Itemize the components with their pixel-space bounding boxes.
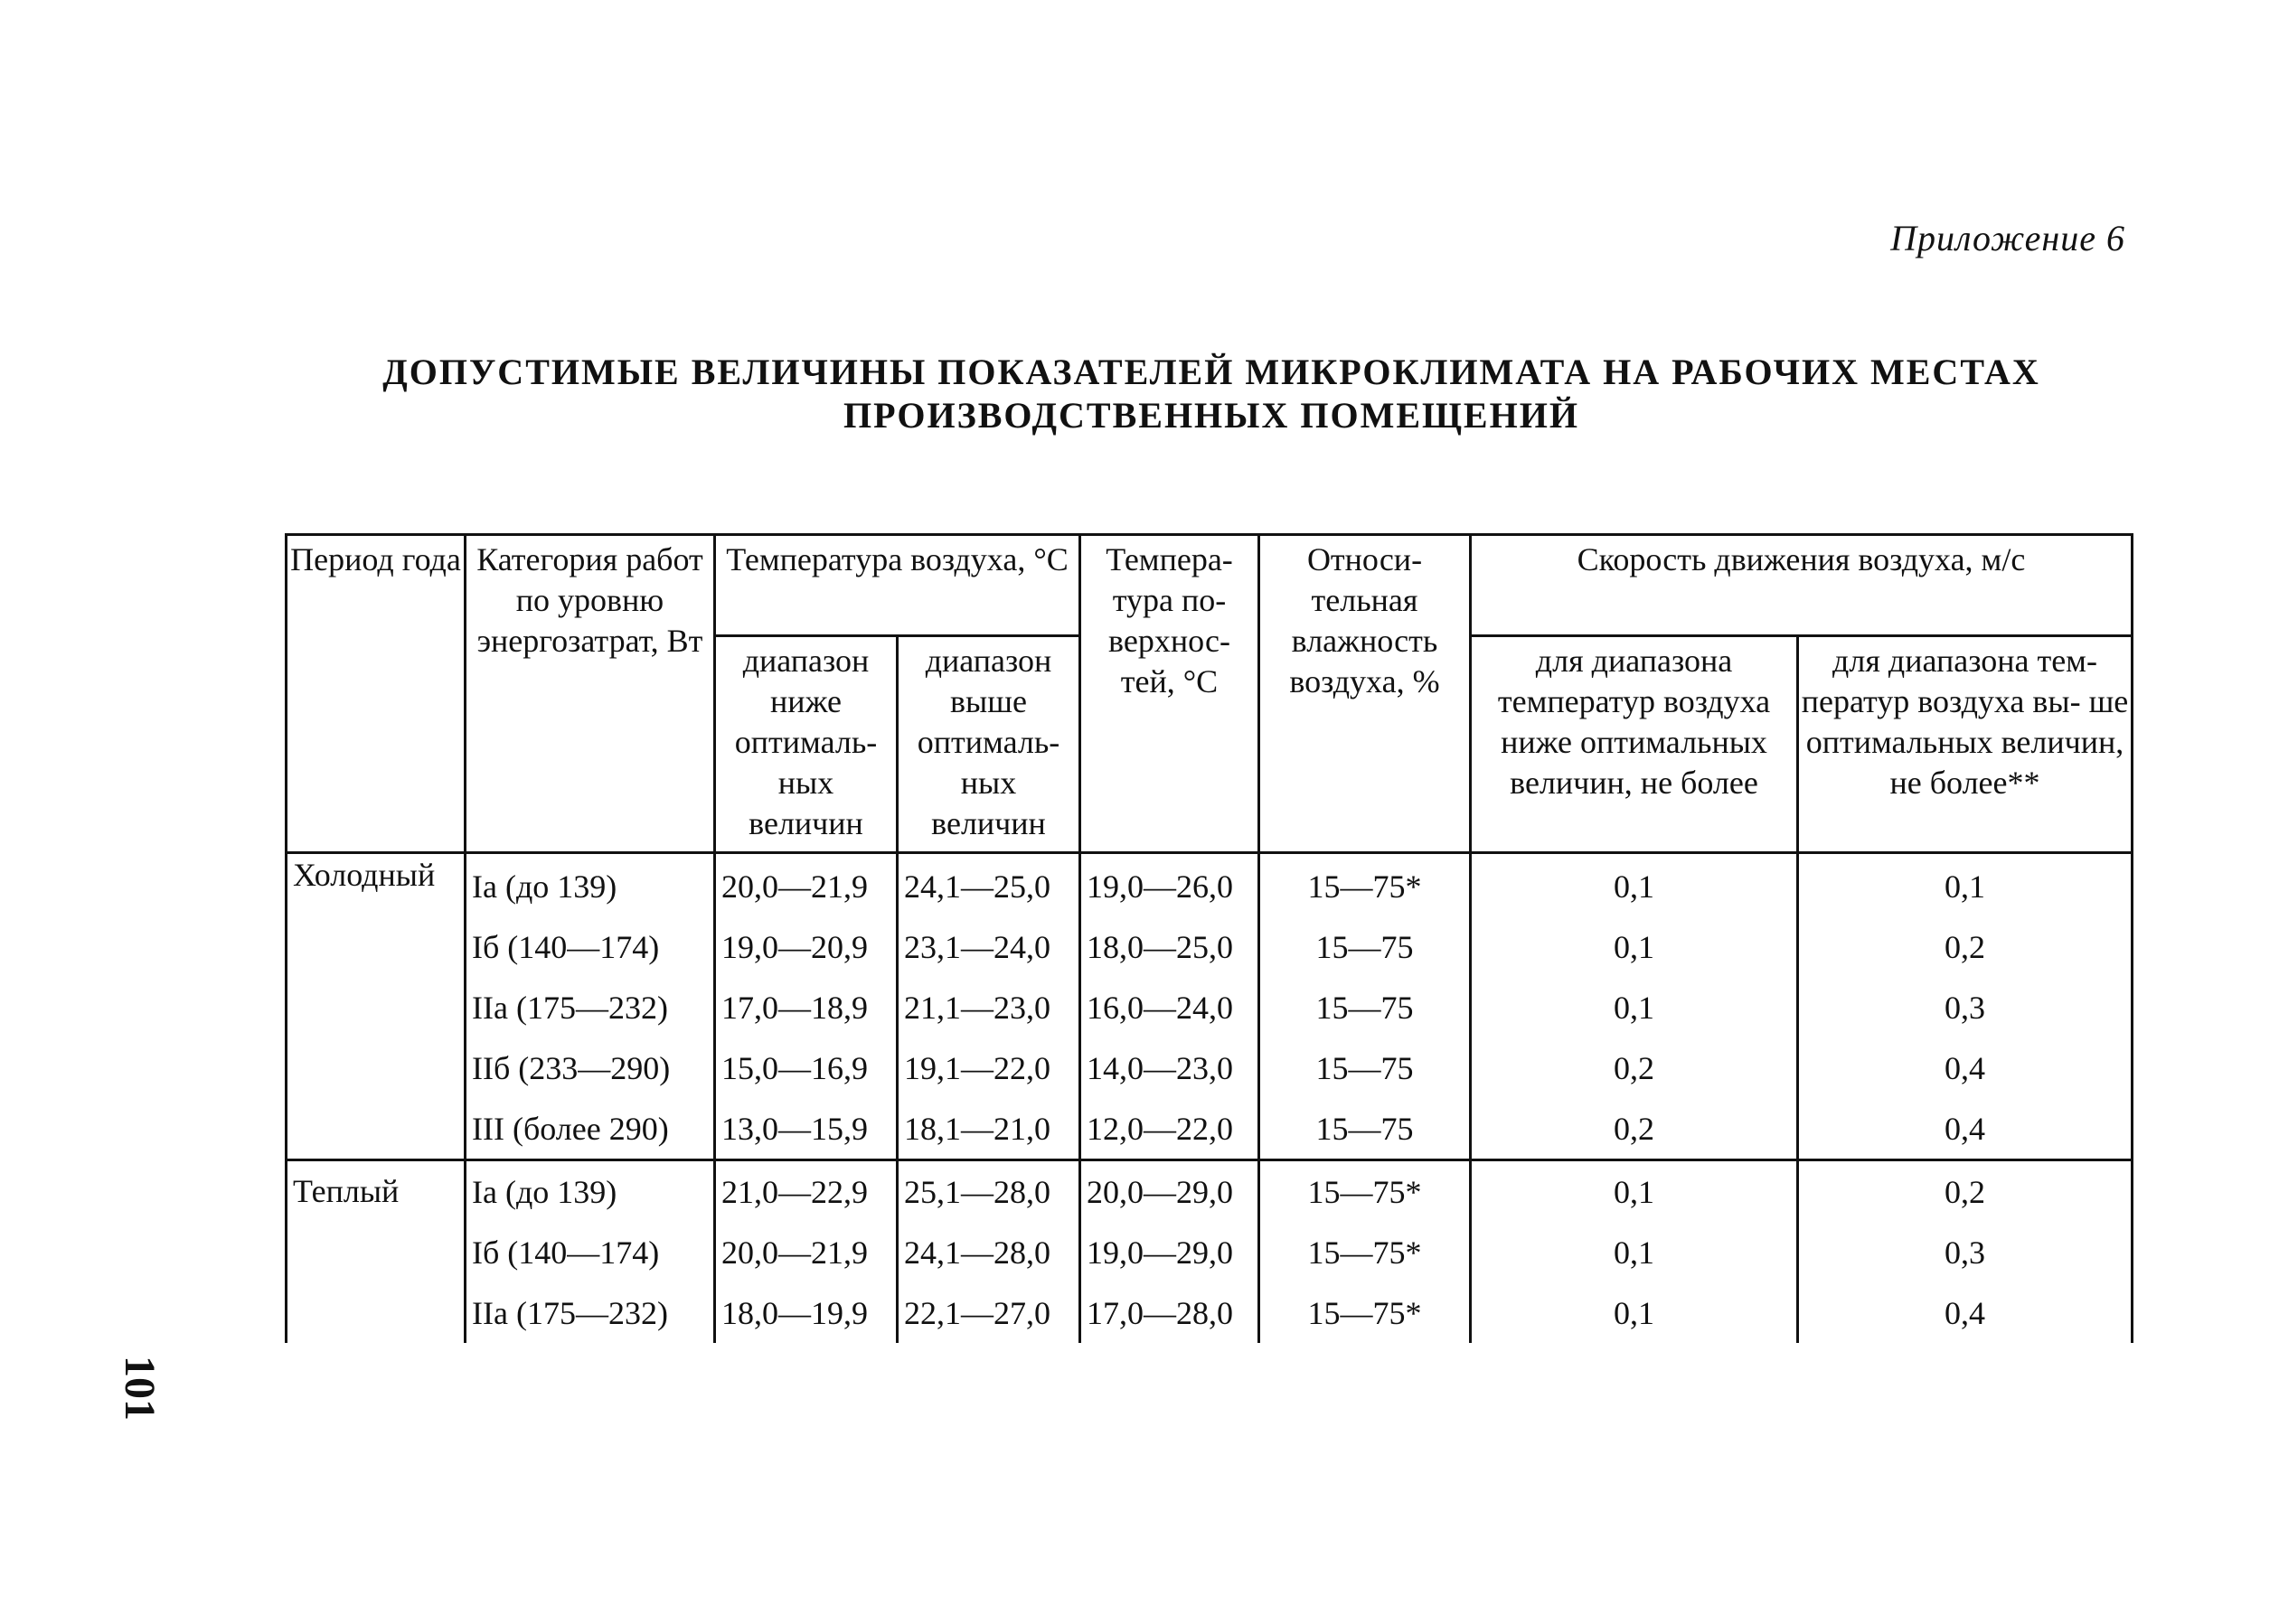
humidity-cell: 15—75 bbox=[1259, 1037, 1471, 1098]
period-cell: Теплый bbox=[287, 1160, 466, 1344]
table-row bbox=[287, 916, 2133, 977]
table-row bbox=[287, 1037, 2133, 1098]
temp-below-cell: 20,0—21,9 bbox=[715, 853, 898, 917]
category-cell: Iа (до 139) bbox=[466, 1160, 715, 1223]
header-period: Период года bbox=[287, 535, 466, 853]
humidity-cell: 15—75* bbox=[1259, 1282, 1471, 1343]
header-air-speed: Скорость движения воздуха, м/с bbox=[1471, 535, 2133, 636]
table-row bbox=[287, 1098, 2133, 1160]
header-category: Категория работ по уровню энергозатрат, Вт bbox=[466, 535, 715, 853]
speed-below-cell: 0,1 bbox=[1471, 853, 1798, 917]
speed-below-cell: 0,1 bbox=[1471, 1282, 1798, 1343]
microclimate-table bbox=[285, 533, 2133, 1343]
table-row bbox=[287, 1282, 2133, 1343]
speed-above-cell: 0,3 bbox=[1798, 977, 2133, 1037]
title-line-2: ПРОИЗВОДСТВЕННЫХ ПОМЕЩЕНИЙ bbox=[843, 395, 1579, 436]
temp-above-cell: 19,1—22,0 bbox=[898, 1037, 1080, 1098]
category-cell: IIб (233—290) bbox=[466, 1037, 715, 1098]
header-air-temp-below: диапазон ниже оптималь- ных величин bbox=[715, 636, 898, 853]
header-air-speed-above: для диапазона тем- ператур воздуха вы- ше оптимальных величин, не более** bbox=[1798, 636, 2133, 853]
speed-above-cell: 0,4 bbox=[1798, 1098, 2133, 1160]
speed-below-cell: 0,1 bbox=[1471, 1160, 1798, 1223]
header-surface-temp: Темпера- тура по- верхнос- тей, °C bbox=[1080, 535, 1259, 853]
temp-above-cell: 24,1—28,0 bbox=[898, 1222, 1080, 1282]
surface-temp-cell: 14,0—23,0 bbox=[1080, 1037, 1259, 1098]
table-row bbox=[287, 977, 2133, 1037]
humidity-cell: 15—75 bbox=[1259, 1098, 1471, 1160]
speed-below-cell: 0,1 bbox=[1471, 977, 1798, 1037]
speed-below-cell: 0,1 bbox=[1471, 916, 1798, 977]
category-cell: Iб (140—174) bbox=[466, 916, 715, 977]
speed-above-cell: 0,1 bbox=[1798, 853, 2133, 917]
temp-below-cell: 21,0—22,9 bbox=[715, 1160, 898, 1223]
temp-below-cell: 19,0—20,9 bbox=[715, 916, 898, 977]
category-cell: IIа (175—232) bbox=[466, 1282, 715, 1343]
table-row bbox=[287, 1222, 2133, 1282]
temp-above-cell: 25,1—28,0 bbox=[898, 1160, 1080, 1223]
surface-temp-cell: 20,0—29,0 bbox=[1080, 1160, 1259, 1223]
category-cell: IIа (175—232) bbox=[466, 977, 715, 1037]
surface-temp-cell: 19,0—26,0 bbox=[1080, 853, 1259, 917]
header-air-temp-above: диапазон выше оптималь- ных величин bbox=[898, 636, 1080, 853]
surface-temp-cell: 19,0—29,0 bbox=[1080, 1222, 1259, 1282]
speed-below-cell: 0,2 bbox=[1471, 1098, 1798, 1160]
category-cell: III (более 290) bbox=[466, 1098, 715, 1160]
document-title bbox=[380, 351, 2043, 437]
header-air-temp: Температура воздуха, °C bbox=[715, 535, 1080, 636]
category-cell: Iа (до 139) bbox=[466, 853, 715, 917]
speed-above-cell: 0,4 bbox=[1798, 1282, 2133, 1343]
temp-above-cell: 23,1—24,0 bbox=[898, 916, 1080, 977]
speed-above-cell: 0,2 bbox=[1798, 916, 2133, 977]
humidity-cell: 15—75* bbox=[1259, 853, 1471, 917]
category-cell: Iб (140—174) bbox=[466, 1222, 715, 1282]
humidity-cell: 15—75* bbox=[1259, 1160, 1471, 1223]
temp-above-cell: 24,1—25,0 bbox=[898, 853, 1080, 917]
table-row bbox=[287, 853, 2133, 917]
temp-below-cell: 17,0—18,9 bbox=[715, 977, 898, 1037]
speed-below-cell: 0,1 bbox=[1471, 1222, 1798, 1282]
surface-temp-cell: 18,0—25,0 bbox=[1080, 916, 1259, 977]
temp-below-cell: 18,0—19,9 bbox=[715, 1282, 898, 1343]
header-humidity: Относи- тельная влажность воздуха, % bbox=[1259, 535, 1471, 853]
temp-below-cell: 15,0—16,9 bbox=[715, 1037, 898, 1098]
table-row bbox=[287, 1160, 2133, 1223]
humidity-cell: 15—75 bbox=[1259, 916, 1471, 977]
speed-below-cell: 0,2 bbox=[1471, 1037, 1798, 1098]
temp-below-cell: 13,0—15,9 bbox=[715, 1098, 898, 1160]
temp-above-cell: 21,1—23,0 bbox=[898, 977, 1080, 1037]
speed-above-cell: 0,3 bbox=[1798, 1222, 2133, 1282]
surface-temp-cell: 16,0—24,0 bbox=[1080, 977, 1259, 1037]
header-air-speed-below: для диапазона температур воздуха ниже оптимальных величин, не более bbox=[1471, 636, 1798, 853]
speed-above-cell: 0,2 bbox=[1798, 1160, 2133, 1223]
temp-above-cell: 22,1—27,0 bbox=[898, 1282, 1080, 1343]
humidity-cell: 15—75* bbox=[1259, 1222, 1471, 1282]
surface-temp-cell: 12,0—22,0 bbox=[1080, 1098, 1259, 1160]
period-cell: Холодный bbox=[287, 853, 466, 1160]
title-line-1: ДОПУСТИМЫЕ ВЕЛИЧИНЫ ПОКАЗАТЕЛЕЙ МИКРОКЛИМАТА НА РАБОЧИХ МЕСТАХ bbox=[382, 352, 2040, 392]
humidity-cell: 15—75 bbox=[1259, 977, 1471, 1037]
temp-below-cell: 20,0—21,9 bbox=[715, 1222, 898, 1282]
page-number: 101 bbox=[116, 1356, 164, 1421]
surface-temp-cell: 17,0—28,0 bbox=[1080, 1282, 1259, 1343]
temp-above-cell: 18,1—21,0 bbox=[898, 1098, 1080, 1160]
speed-above-cell: 0,4 bbox=[1798, 1037, 2133, 1098]
appendix-label: Приложение 6 bbox=[1890, 218, 2125, 258]
